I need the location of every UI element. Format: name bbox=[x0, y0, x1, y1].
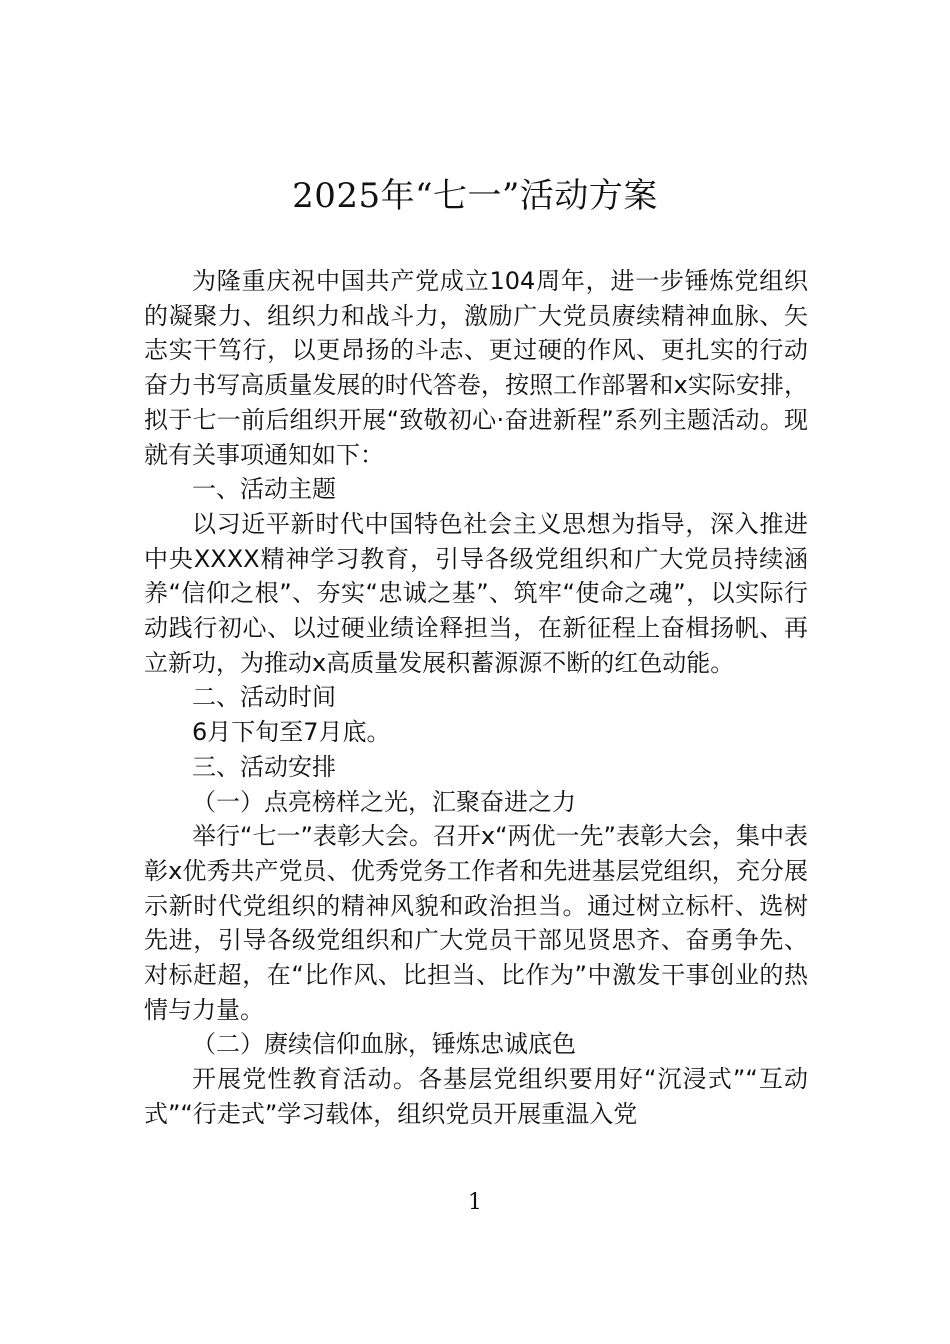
theme-paragraph: 以习近平新时代中国特色社会主义思想为指导，深入推进中央XXXX精神学习教育，引导各级党组织和广大党员持续涵养“信仰之根”、夯实“忠诚之基”、筑牢“使命之魂”，以实际行动践行初心、以过硬业绩诠释担当，在新征程上奋楫扬帆、再立新功，为推动x高质量发展积蓄源源不断的红色动能。 bbox=[144, 509, 808, 677]
arrangement-paragraph-1: 举行“七一”表彰大会。召开x“两优一先”表彰大会，集中表彰x优秀共产党员、优秀党务工作者和先进基层党组织，充分展示新时代党组织的精神风貌和政治担当。通过树立标杆、选树先进，引导各级党组织和广大党员干部见贤思齐、奋勇争先、对标赶超，在“比作风、比担当、比作为”中激发干事创业的热情与力量。 bbox=[144, 822, 808, 1024]
page-number: 1 bbox=[468, 1190, 482, 1215]
section-heading-theme: 一、活动主题 bbox=[192, 475, 336, 504]
document-title: 2025年“七一”活动方案 bbox=[292, 176, 658, 216]
subheading-1: （一）点亮榜样之光，汇聚奋进之力 bbox=[192, 787, 576, 816]
section-heading-time: 二、活动时间 bbox=[192, 683, 336, 712]
intro-paragraph: 为隆重庆祝中国共产党成立104周年，进一步锤炼党组织的凝聚力、组织力和战斗力，激励广大党员赓续精神血脉、矢志实干笃行，以更昂扬的斗志、更过硬的作风、更扎实的行动奋力书写高质量发展的时代答卷，按照工作部署和x实际安排，拟于七一前后组织开展“致敬初心·奋进新程”系列主题活动。现就有关事项通知如下： bbox=[144, 267, 808, 469]
arrangement-paragraph-2: 开展党性教育活动。各基层党组织要用好“沉浸式”“互动式”“行走式”学习载体，组织党员开展重温入党 bbox=[144, 1065, 808, 1128]
subheading-2: （二）赓续信仰血脉，锤炼忠诚底色 bbox=[192, 1030, 576, 1059]
time-paragraph: 6月下旬至7月底。 bbox=[192, 718, 391, 747]
document-body bbox=[144, 264, 808, 1132]
section-heading-arrangement: 三、活动安排 bbox=[192, 752, 336, 781]
